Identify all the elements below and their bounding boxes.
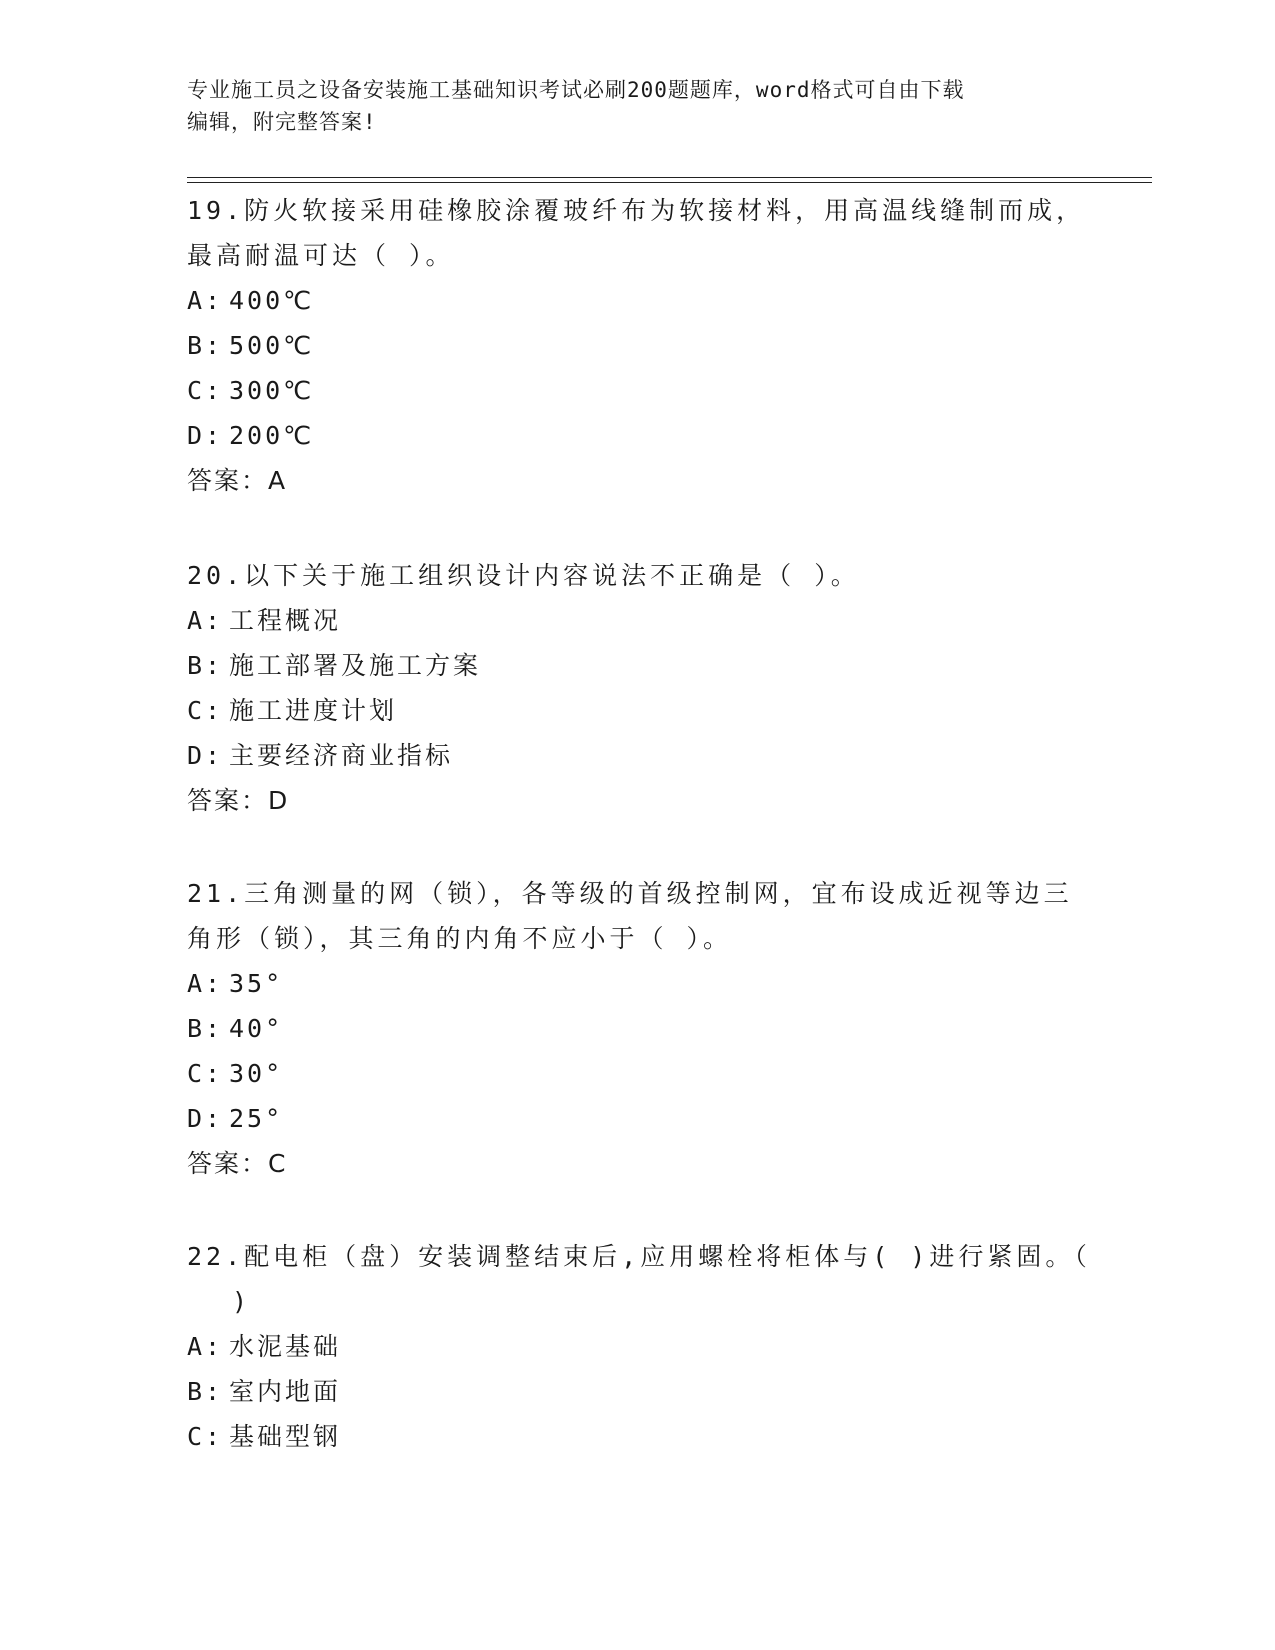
question-stem-line: 19.防火软接采用硅橡胶涂覆玻纤布为软接材料，用高温线缝制而成， [187, 196, 1086, 225]
option-a [187, 961, 1087, 1006]
question-stem-line: 角形（锁），其三角的内角不应小于（ ）。 [187, 924, 733, 953]
option-text: 基础型钢 [229, 1422, 342, 1451]
question-stem-line: 最高耐温可达（ ）。 [187, 241, 455, 270]
answer-line: 答案：A [187, 466, 288, 495]
option-b [187, 323, 1087, 368]
option-key: A: [187, 969, 224, 998]
option-text: 工程概况 [229, 606, 342, 635]
option-key: B: [187, 1014, 224, 1043]
option-text: 200℃ [229, 421, 315, 450]
option-b [187, 1006, 1087, 1051]
option-text: 水泥基础 [229, 1332, 342, 1361]
option-key: C: [187, 1422, 224, 1451]
option-text: 500℃ [229, 331, 315, 360]
option-key: C: [187, 376, 224, 405]
option-a [187, 598, 1087, 643]
option-key: A: [187, 286, 224, 315]
option-c [187, 1051, 1087, 1096]
question-21 [187, 871, 1087, 1186]
question-stem [187, 553, 1087, 598]
option-text: 施工部署及施工方案 [229, 651, 482, 680]
option-c [187, 368, 1087, 413]
option-key: D: [187, 421, 224, 450]
option-key: D: [187, 741, 224, 770]
option-a [187, 1324, 1087, 1369]
option-text: 施工进度计划 [229, 696, 398, 725]
option-text: 30° [229, 1059, 284, 1088]
option-c [187, 1414, 1087, 1459]
option-key: C: [187, 1059, 224, 1088]
question-stem-line: 21.三角测量的网（锁），各等级的首级控制网，宜布设成近视等边三 [187, 879, 1073, 908]
option-key: A: [187, 1332, 224, 1361]
question-stem-line: 20.以下关于施工组织设计内容说法不正确是（ ）。 [187, 561, 860, 590]
option-c [187, 688, 1087, 733]
option-key: B: [187, 651, 224, 680]
header-divider-top [187, 177, 1152, 178]
question-stem [187, 188, 1087, 278]
option-text: 300℃ [229, 376, 315, 405]
option-text: 室内地面 [229, 1377, 342, 1406]
option-b [187, 1369, 1087, 1414]
answer-line: 答案：C [187, 1149, 288, 1178]
header-divider-bottom [187, 182, 1152, 183]
option-key: B: [187, 331, 224, 360]
option-d [187, 733, 1087, 778]
question-20 [187, 553, 1087, 823]
question-stem-line: 22.配电柜（盘）安装调整结束后,应用螺栓将柜体与( )进行紧固。（ [187, 1242, 1091, 1271]
option-a [187, 278, 1087, 323]
option-d [187, 1096, 1087, 1141]
document-header [187, 74, 1087, 138]
option-key: C: [187, 696, 224, 725]
question-22 [187, 1234, 1091, 1459]
answer-line: 答案：D [187, 786, 290, 815]
option-d [187, 413, 1087, 458]
option-key: A: [187, 606, 224, 635]
option-key: B: [187, 1377, 224, 1406]
header-title-line-1: 专业施工员之设备安装施工基础知识考试必刷200题题库，word格式可自由下载 [187, 78, 965, 102]
question-stem [187, 871, 1087, 961]
option-text: 40° [229, 1014, 284, 1043]
header-title-line-2: 编辑，附完整答案! [187, 110, 377, 134]
option-text: 25° [229, 1104, 284, 1133]
option-text: 400℃ [229, 286, 315, 315]
question-stem-line: ) [232, 1287, 252, 1316]
option-text: 35° [229, 969, 284, 998]
option-key: D: [187, 1104, 224, 1133]
question-19 [187, 188, 1087, 503]
option-b [187, 643, 1087, 688]
option-text: 主要经济商业指标 [229, 741, 454, 770]
question-stem [187, 1234, 1091, 1324]
